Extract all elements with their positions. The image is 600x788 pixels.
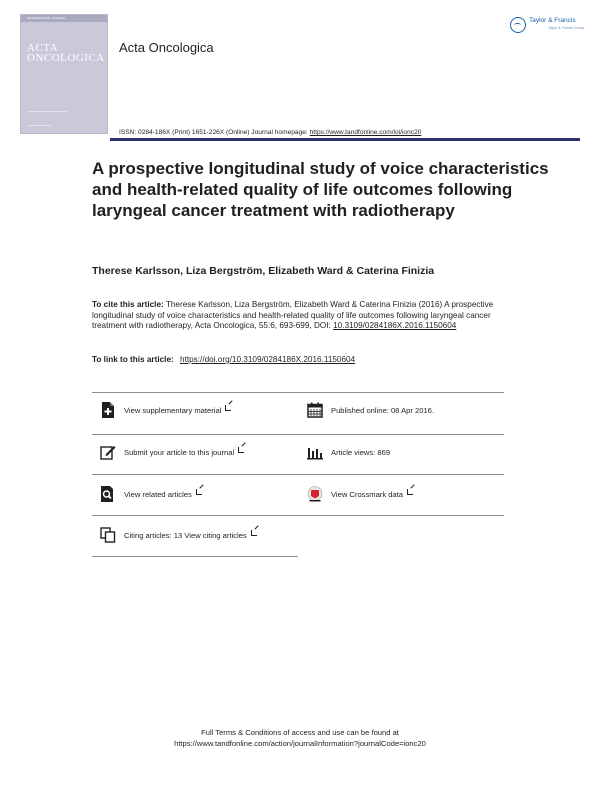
cover-title: [27, 43, 103, 63]
citation-label: To cite this article:: [92, 300, 164, 309]
cover-decoration: [27, 125, 51, 126]
article-authors: Therese Karlsson, Liza Bergström, Elizabeth Ward & Caterina Finizia: [92, 265, 435, 277]
citing-articles-label: Citing articles: 13 View citing articles: [124, 530, 247, 540]
citation-text: Therese Karlsson, Liza Bergström, Elizabeth Ward & Caterina Finizia (2016) A prospective longitudinal study of voice characteristics and health-related quality of life outcomes following laryngeal cancer treatment with radiotherapy, Acta Oncologica, 55:6, 693-699, DOI:: [92, 300, 494, 330]
published-online-label: Published online: 08 Apr 2016.: [331, 405, 435, 415]
copy-documents-icon: [100, 527, 116, 543]
supplementary-material-label: View supplementary material: [124, 405, 222, 415]
external-link-icon: [251, 530, 257, 536]
calendar-icon: [307, 402, 323, 418]
article-views-label: Article views: 869: [331, 447, 391, 457]
article-title: A prospective longitudinal study of voice characteristics and health-related quality of life outcomes following laryngeal cancer treatment with radiotherapy: [92, 159, 549, 220]
bar-chart-icon: [307, 444, 323, 460]
footer-terms-text: Full Terms & Conditions of access and use can be found at: [201, 728, 399, 737]
divider: [92, 515, 504, 516]
article-link-label: To link to this article:: [92, 355, 174, 364]
divider: [92, 434, 504, 435]
cover-band: [21, 15, 107, 22]
header-rule: [110, 138, 580, 141]
crossmark-label: View Crossmark data: [331, 489, 404, 499]
issn-line: [119, 129, 421, 136]
cover-title-line1: ACTA: [27, 42, 59, 54]
submit-article-link[interactable]: [100, 441, 244, 463]
citation-doi-link[interactable]: 10.3109/0284186X.2016.1150604: [333, 321, 457, 330]
crossmark-link[interactable]: [307, 483, 413, 505]
external-link-icon: [238, 447, 244, 453]
journal-cover-image: [20, 14, 108, 134]
issn-text: ISSN: 0284-186X (Print) 1651-226X (Online) Journal homepage:: [119, 129, 308, 136]
article-doi-link[interactable]: https://doi.org/10.3109/0284186X.2016.1150604: [180, 355, 356, 364]
divider: [92, 556, 298, 557]
divider: [92, 392, 504, 393]
published-online-info: [307, 399, 434, 421]
edit-icon: [100, 444, 116, 460]
journal-name[interactable]: Acta Oncologica: [119, 40, 214, 55]
citing-articles-link[interactable]: [100, 524, 257, 546]
external-link-icon: [225, 405, 231, 411]
external-link-icon: [407, 489, 413, 495]
related-articles-link[interactable]: [100, 483, 202, 505]
publisher-logo[interactable]: [510, 16, 588, 38]
crossmark-icon: [307, 486, 323, 502]
footer-terms-link[interactable]: https://www.tandfonline.com/action/journalInformation?journalCode=ionc20: [174, 739, 426, 748]
cover-title-line2: ONCOLOGICA: [27, 52, 105, 64]
footer: [0, 727, 600, 749]
publisher-logo-subtitle: Taylor & Francis Group: [548, 26, 584, 30]
journal-homepage-link[interactable]: https://www.tandfonline.com/loi/ionc20: [309, 129, 422, 136]
citation-block: [92, 300, 522, 332]
article-link-row: [92, 355, 355, 364]
external-link-icon: [196, 489, 202, 495]
cover-band-text: INTERNATIONAL JOURNAL: [27, 16, 66, 20]
supplementary-material-link[interactable]: [100, 399, 231, 421]
submit-article-label: Submit your article to this journal: [124, 447, 235, 457]
article-views-info: [307, 441, 390, 463]
publisher-logo-icon: [510, 17, 526, 33]
related-articles-label: View related articles: [124, 489, 192, 499]
divider: [92, 474, 504, 475]
search-document-icon: [100, 486, 116, 502]
cover-decoration: [27, 111, 67, 112]
publisher-logo-name: Taylor & Francis: [529, 17, 576, 24]
document-plus-icon: [100, 402, 116, 418]
